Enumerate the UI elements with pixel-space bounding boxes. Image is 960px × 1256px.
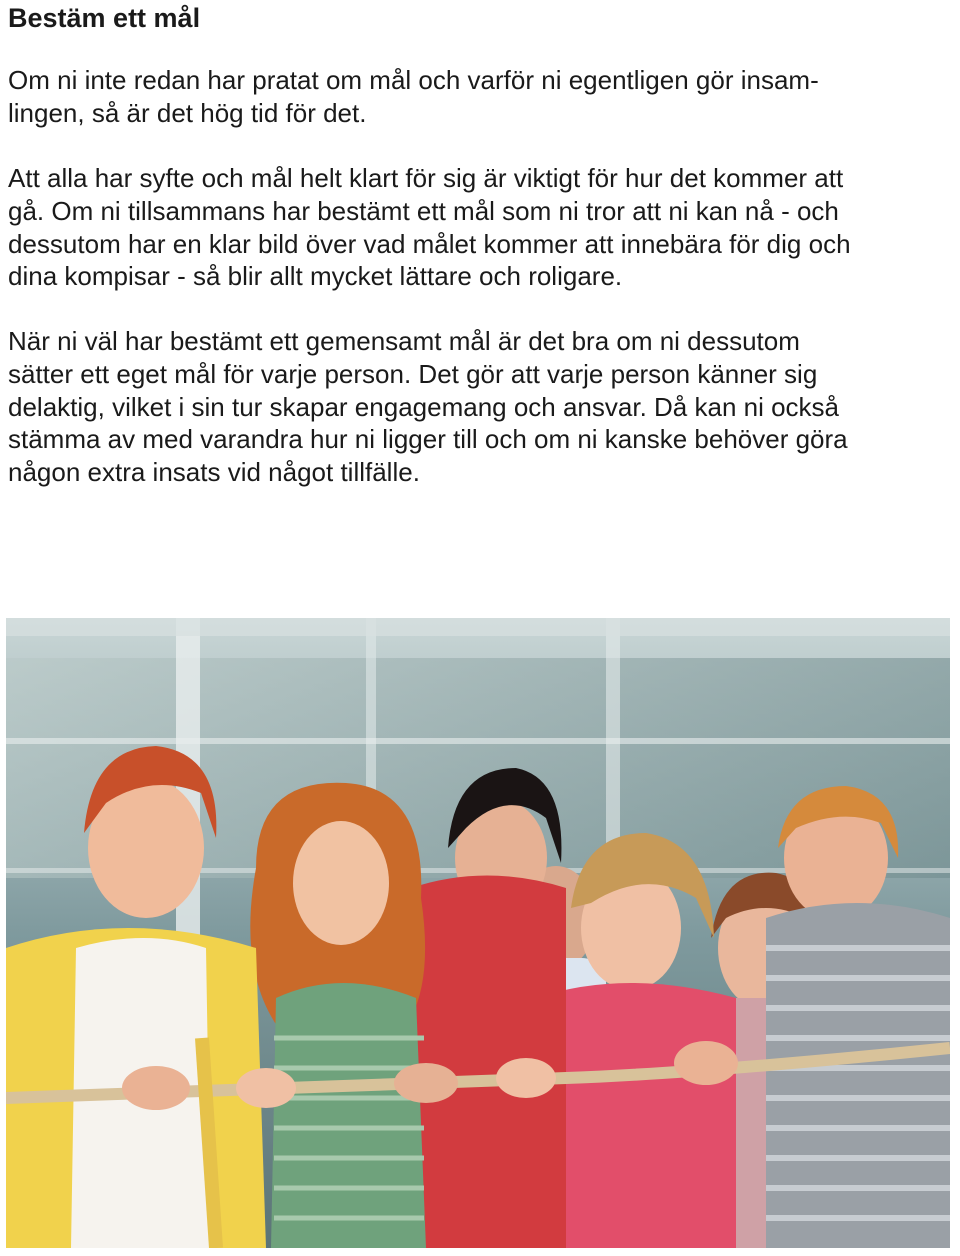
personal-goal-paragraph [8, 325, 848, 489]
paragraph-line: gå. Om ni tillsammans har bestämt ett mål som ni tror att ni kan nå - och [8, 195, 839, 226]
paragraph-line: delaktig, vilket i sin tur skapar engagemang och ansvar. Då kan ni också [8, 391, 840, 422]
paragraph-line: sätter ett eget mål för varje person. Det gör att varje person känner sig [8, 358, 818, 389]
intro-paragraph [8, 64, 819, 130]
tug-of-war-photo [6, 618, 950, 1248]
paragraph-line: dina kompisar - så blir allt mycket lättare och roligare. [8, 261, 623, 292]
paragraph-line: någon extra insats vid något tillfälle. [8, 457, 420, 488]
paragraph-line: dessutom har en klar bild över vad målet kommer att innebära för dig och [8, 228, 851, 259]
paragraph-line: stämma av med varandra hur ni ligger till och om ni kanske behöver göra [8, 424, 848, 455]
paragraph-line: Om ni inte redan har pratat om mål och varför ni egentligen gör insam- [8, 65, 819, 95]
paragraph-line: lingen, så är det hög tid för det. [8, 97, 367, 128]
page-title: Bestäm ett mål [8, 3, 201, 33]
paragraph-line: När ni väl har bestämt ett gemensamt mål är det bra om ni dessutom [8, 326, 800, 356]
photo-illustration [6, 618, 950, 1248]
paragraph-line: Att alla har syfte och mål helt klart för sig är viktigt för hur det kommer att [8, 163, 844, 193]
goal-paragraph [8, 162, 851, 293]
